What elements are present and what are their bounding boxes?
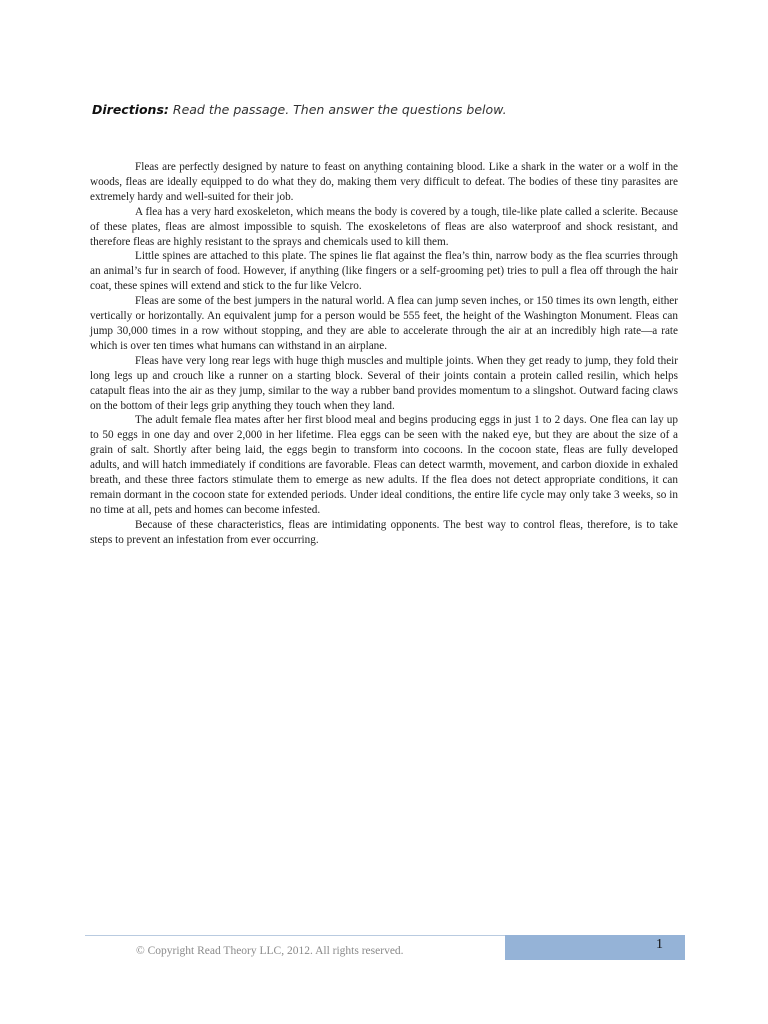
passage-paragraph: Because of these characteristics, fleas are intimidating opponents. The best way to control fleas, therefore, is to take steps to prevent an infestation from ever occurring.: [90, 518, 678, 546]
passage: [90, 160, 678, 548]
passage-paragraph: Fleas have very long rear legs with huge thigh muscles and multiple joints. When they get ready to jump, they fold their long legs up and crouch like a runner on a starting block. Several of their joints contain a protein called resilin, which helps catapult fleas into the air as they jump, similar to the way a rubber band provides momentum to a slingshot. Outward facing claws on the bottom of their legs grip anything they touch when they land.: [90, 354, 678, 412]
footer-divider: [85, 935, 505, 936]
passage-paragraph: Fleas are perfectly designed by nature to feast on anything containing blood. Like a shark in the water or a wolf in the woods, fleas are ideally equipped to do what they do, making them very difficult to defeat. The bodies of these tiny parasites are extremely hardy and well-suited for their job.: [90, 161, 678, 203]
passage-paragraph: Little spines are attached to this plate. The spines lie flat against the flea’s thin, narrow body as the flea scurries through an animal’s fur in search of food. However, if anything (like fingers or a self-grooming pet) tries to pull a flea off through the hair coat, these spines will extend and stick to the fur like Velcro.: [90, 250, 678, 293]
passage-paragraph: Fleas are some of the best jumpers in the natural world. A flea can jump seven inches, or 150 times its own length, either vertically or horizontally. An equivalent jump for a person would be 555 feet, the height of the Washington Monument. Fleas can jump 30,000 times in a row without stopping, and they are able to accelerate through the air at an incredibly high rate—a rate which is over ten times what humans can withstand in an airplane.: [90, 295, 678, 352]
directions-label: Directions:: [92, 102, 169, 117]
page-number: 1: [656, 937, 663, 952]
page-number-box: [505, 935, 685, 960]
passage-paragraph: A flea has a very hard exoskeleton, which means the body is covered by a tough, tile-like plate called a sclerite. Because of these plates, fleas are almost impossible to squish. The exoskeletons of fleas are also waterproof and shock resistant, and therefore fleas are highly resistant to the sprays and chemicals used to kill them.: [90, 205, 678, 248]
directions: [92, 101, 692, 119]
footer-copyright: © Copyright Read Theory LLC, 2012. All rights reserved.: [136, 945, 404, 957]
directions-text: Read the passage. Then answer the questions below.: [172, 102, 507, 117]
passage-paragraph: The adult female flea mates after her first blood meal and begins producing eggs in just 1 to 2 days. One flea can lay up to 50 eggs in one day and over 2,000 in her lifetime. Flea eggs can be seen with the naked eye, but they are about the size of a grain of salt. Shortly after being laid, the eggs begin to transform into cocoons. In the cocoon state, fleas are fully developed adults, and will hatch immediately if conditions are favorable. Fleas can detect warmth, movement, and carbon dioxide in exhaled breath, and these three factors stimulate them to emerge as new adults. If the flea does not detect appropriate conditions, it can remain dormant in the cocoon state for extended periods. Under ideal conditions, the entire life cycle may only take 3 weeks, so in no time at all, pets and homes can become infested.: [90, 414, 678, 516]
